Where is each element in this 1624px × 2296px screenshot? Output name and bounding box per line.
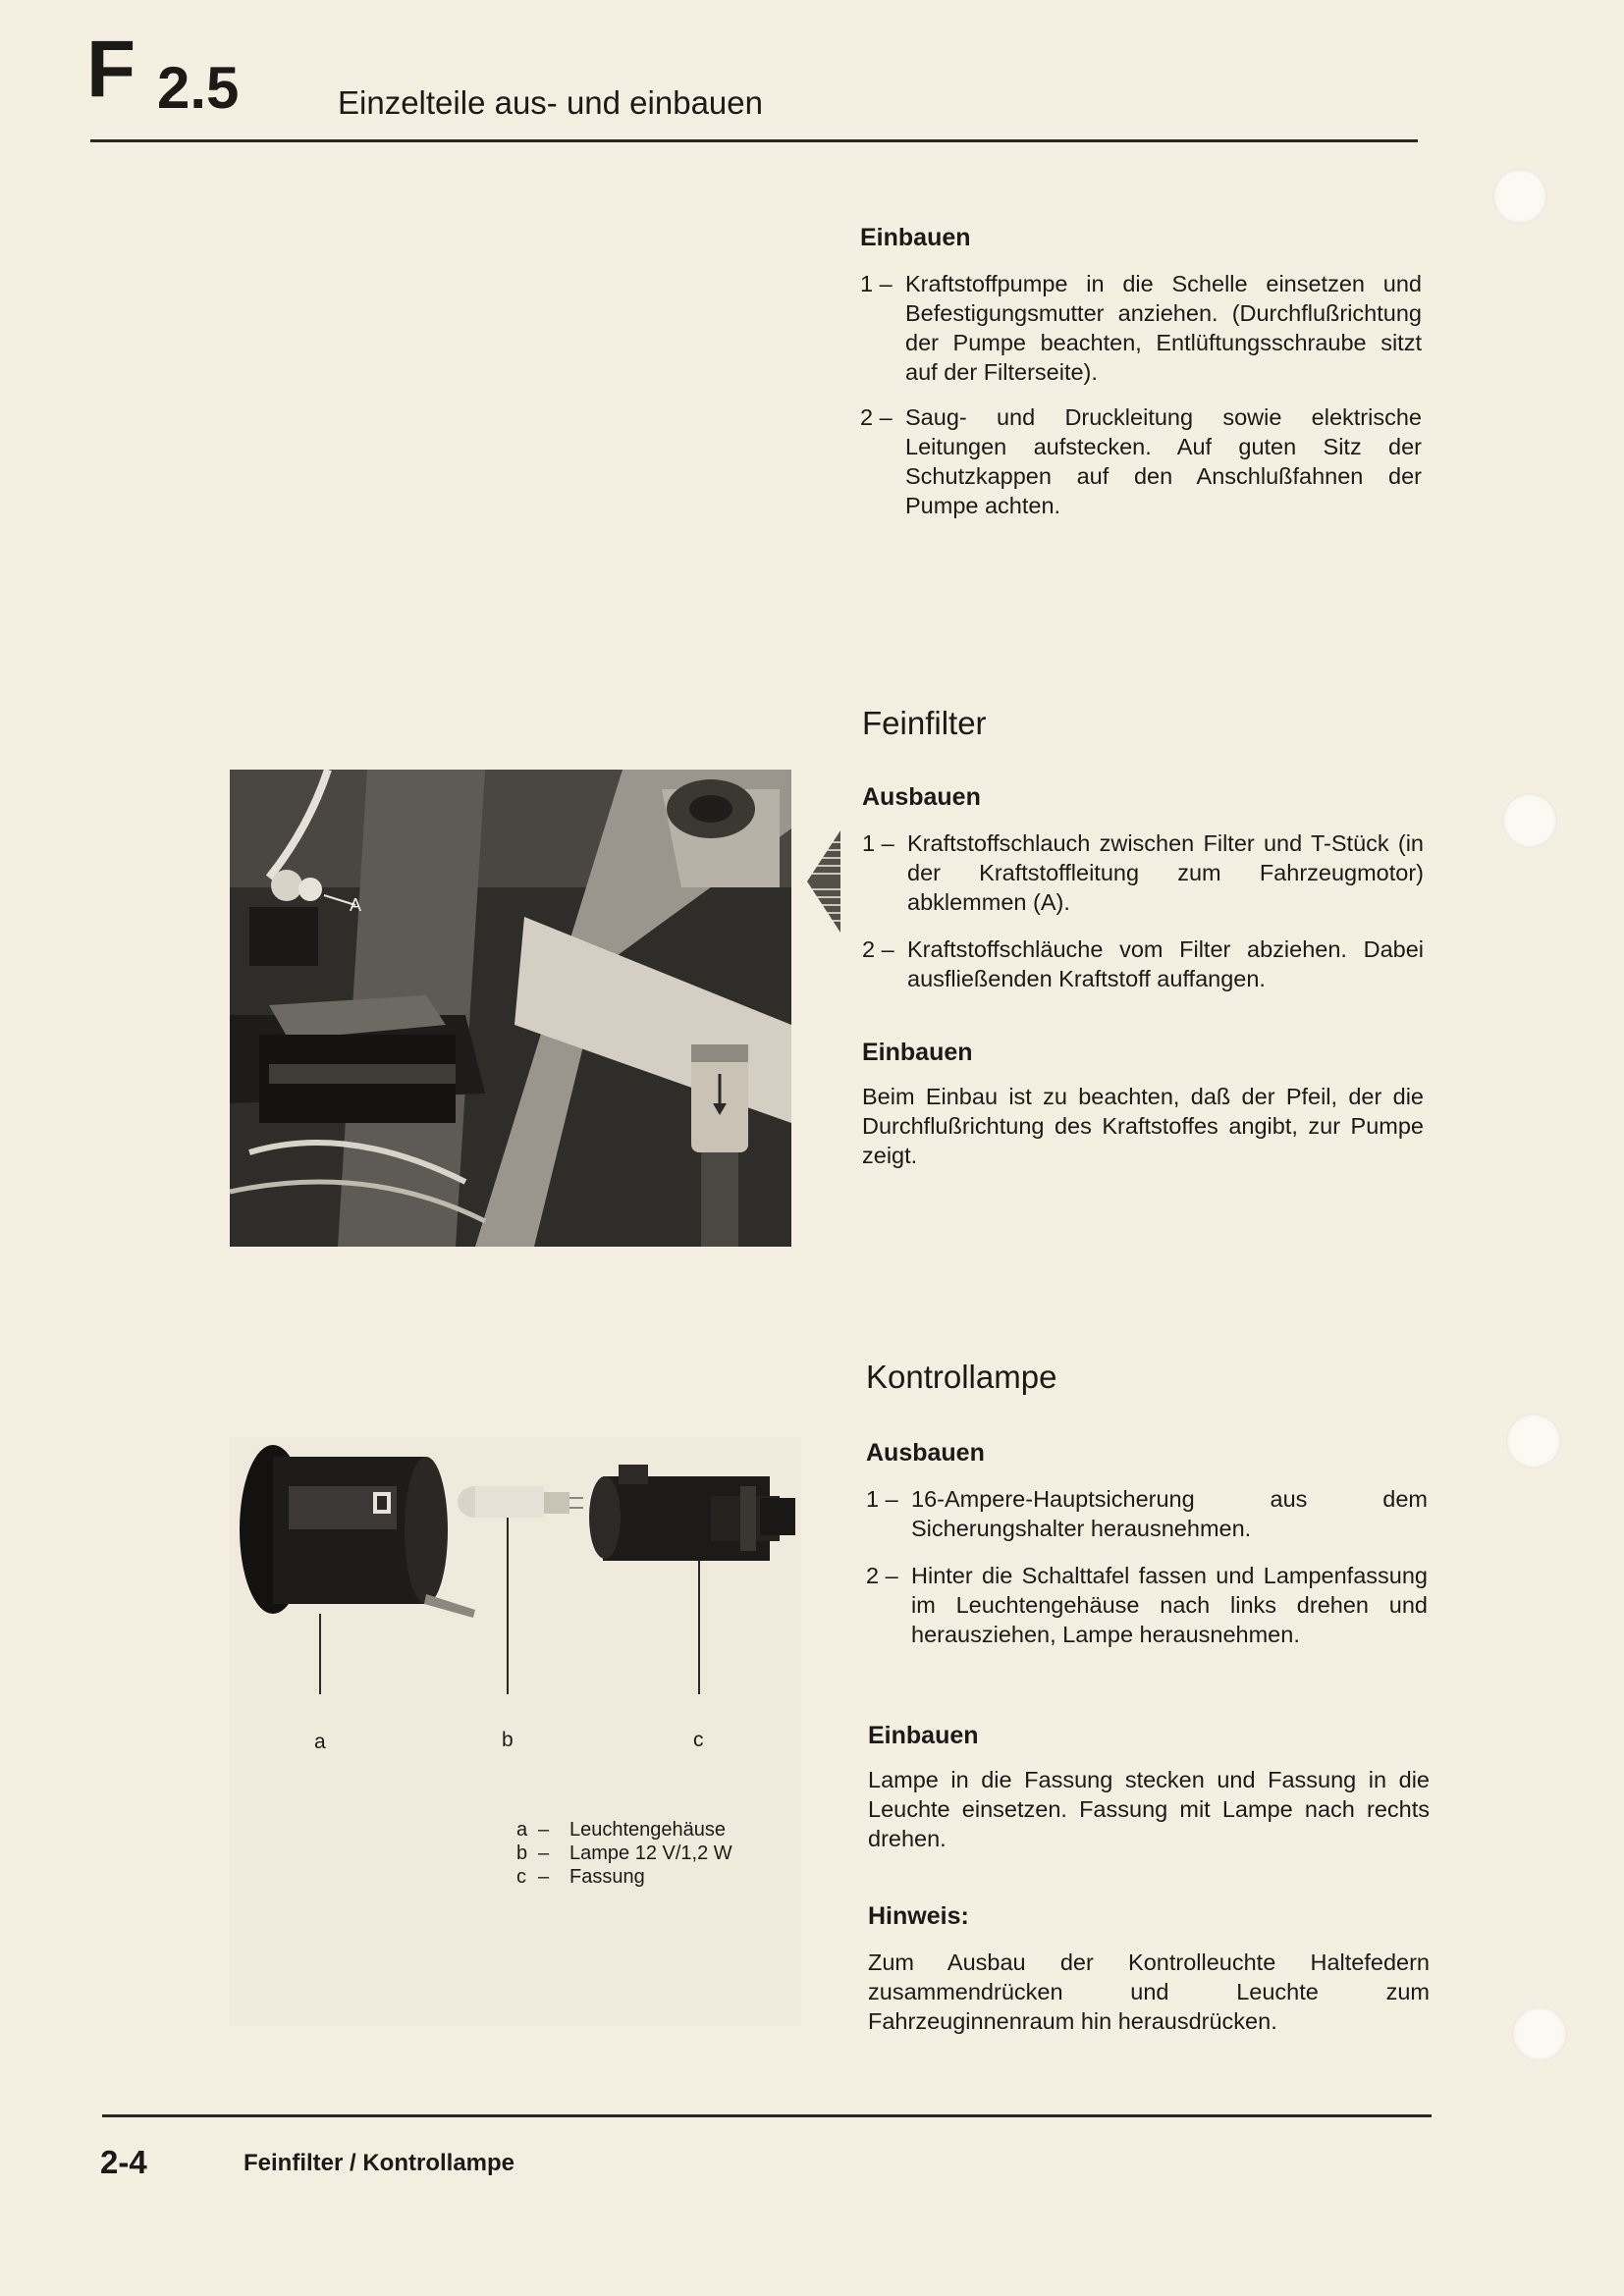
feinfilter-title: Feinfilter	[862, 705, 987, 741]
legend-dash: –	[538, 1866, 550, 1888]
step-number: 1 –	[862, 830, 894, 856]
section-letter: F	[86, 25, 135, 114]
step-text: Kraftstoffschläuche vom Filter abziehen. Dabei ausfließenden Kraftstoff auffangen.	[907, 936, 1424, 991]
section-number: 2.5	[157, 55, 240, 121]
kontrollampe-remove-heading: Ausbauen	[866, 1439, 985, 1467]
photo-label-a: A	[350, 895, 362, 915]
punch-hole	[1492, 169, 1547, 224]
pump-install-heading: Einbauen	[860, 224, 971, 251]
feinfilter-install-heading: Einbauen	[862, 1039, 973, 1066]
feinfilter-remove-heading: Ausbauen	[862, 783, 981, 811]
legend-key: a	[516, 1819, 528, 1841]
footer-rule	[102, 2114, 1432, 2117]
legend-dash: –	[538, 1842, 550, 1864]
part-label-a: a	[314, 1731, 326, 1753]
step-number: 2 –	[860, 404, 893, 430]
step-text: 16-Ampere-Hauptsicherung aus dem Sicherungshalter herausnehmen.	[911, 1486, 1428, 1541]
legend-text: Fassung	[569, 1866, 645, 1888]
legend-row	[516, 1842, 732, 1865]
legend-dash: –	[538, 1819, 550, 1841]
kontrollampe-remove-step	[866, 1561, 1428, 1649]
step-number: 2 –	[866, 1563, 898, 1588]
fuel-filter-photo	[230, 770, 791, 1247]
pump-install-step	[860, 402, 1422, 520]
legend-row	[516, 1865, 732, 1889]
note-heading: Hinweis:	[868, 1902, 969, 1930]
punch-hole	[1506, 1414, 1561, 1468]
pump-install-step	[860, 269, 1422, 387]
page-title: Einzelteile aus- und einbauen	[338, 84, 763, 121]
feinfilter-install-text: Beim Einbau ist zu beachten, daß der Pfeil, der die Durchflußrichtung des Kraftstoffes angibt, zur Pumpe zeigt.	[862, 1084, 1424, 1168]
step-number: 1 –	[866, 1486, 898, 1512]
page-number: 2-4	[100, 2144, 147, 2180]
step-number: 2 –	[862, 936, 894, 962]
punch-hole	[1512, 2006, 1567, 2061]
punch-hole	[1502, 793, 1557, 848]
legend-key: c	[516, 1866, 526, 1888]
lamp-parts-photo	[230, 1437, 801, 2026]
step-number: 1 –	[860, 271, 893, 296]
feinfilter-remove-step	[862, 828, 1424, 917]
legend-key: b	[516, 1842, 528, 1864]
parts-legend	[516, 1818, 732, 1889]
kontrollampe-install-heading: Einbauen	[868, 1722, 979, 1749]
step-text: Kraftstoffpumpe in die Schelle einsetzen und Befestigungsmutter anziehen. (Durchflußrichtung der Pumpe beachten, Entlüftungsschraube sitzt auf der Filterseite).	[905, 271, 1422, 385]
step-text: Hinter die Schalttafel fassen und Lampenfassung im Leuchtengehäuse nach links drehen und herausziehen, Lampe herausnehmen.	[911, 1563, 1428, 1647]
pointer-arrow-icon	[807, 830, 840, 933]
part-label-b: b	[502, 1729, 514, 1751]
part-label-c: c	[693, 1729, 704, 1751]
footer-title: Feinfilter / Kontrollampe	[244, 2150, 515, 2176]
step-text: Saug- und Druckleitung sowie elektrische Leitungen aufstecken. Auf guten Sitz der Schutzkappen auf den Anschlußfahnen der Pumpe achten.	[905, 404, 1422, 518]
feinfilter-remove-step	[862, 934, 1424, 993]
legend-text: Lampe 12 V/1,2 W	[569, 1842, 732, 1864]
kontrollampe-title: Kontrollampe	[866, 1359, 1057, 1395]
kontrollampe-remove-step	[866, 1484, 1428, 1543]
legend-row	[516, 1818, 732, 1842]
kontrollampe-install-text: Lampe in die Fassung stecken und Fassung in die Leuchte einsetzen. Fassung mit Lampe nach rechts drehen.	[868, 1767, 1430, 1851]
header-rule	[90, 139, 1418, 142]
step-text: Kraftstoffschlauch zwischen Filter und T-Stück (in der Kraftstoffleitung zum Fahrzeugmotor) abklemmen (A).	[907, 830, 1424, 915]
legend-text: Leuchtengehäuse	[569, 1819, 727, 1841]
note-text: Zum Ausbau der Kontrolleuchte Haltefedern zusammendrücken und Leuchte zum Fahrzeuginnenraum hin herausdrücken.	[868, 1949, 1430, 2034]
